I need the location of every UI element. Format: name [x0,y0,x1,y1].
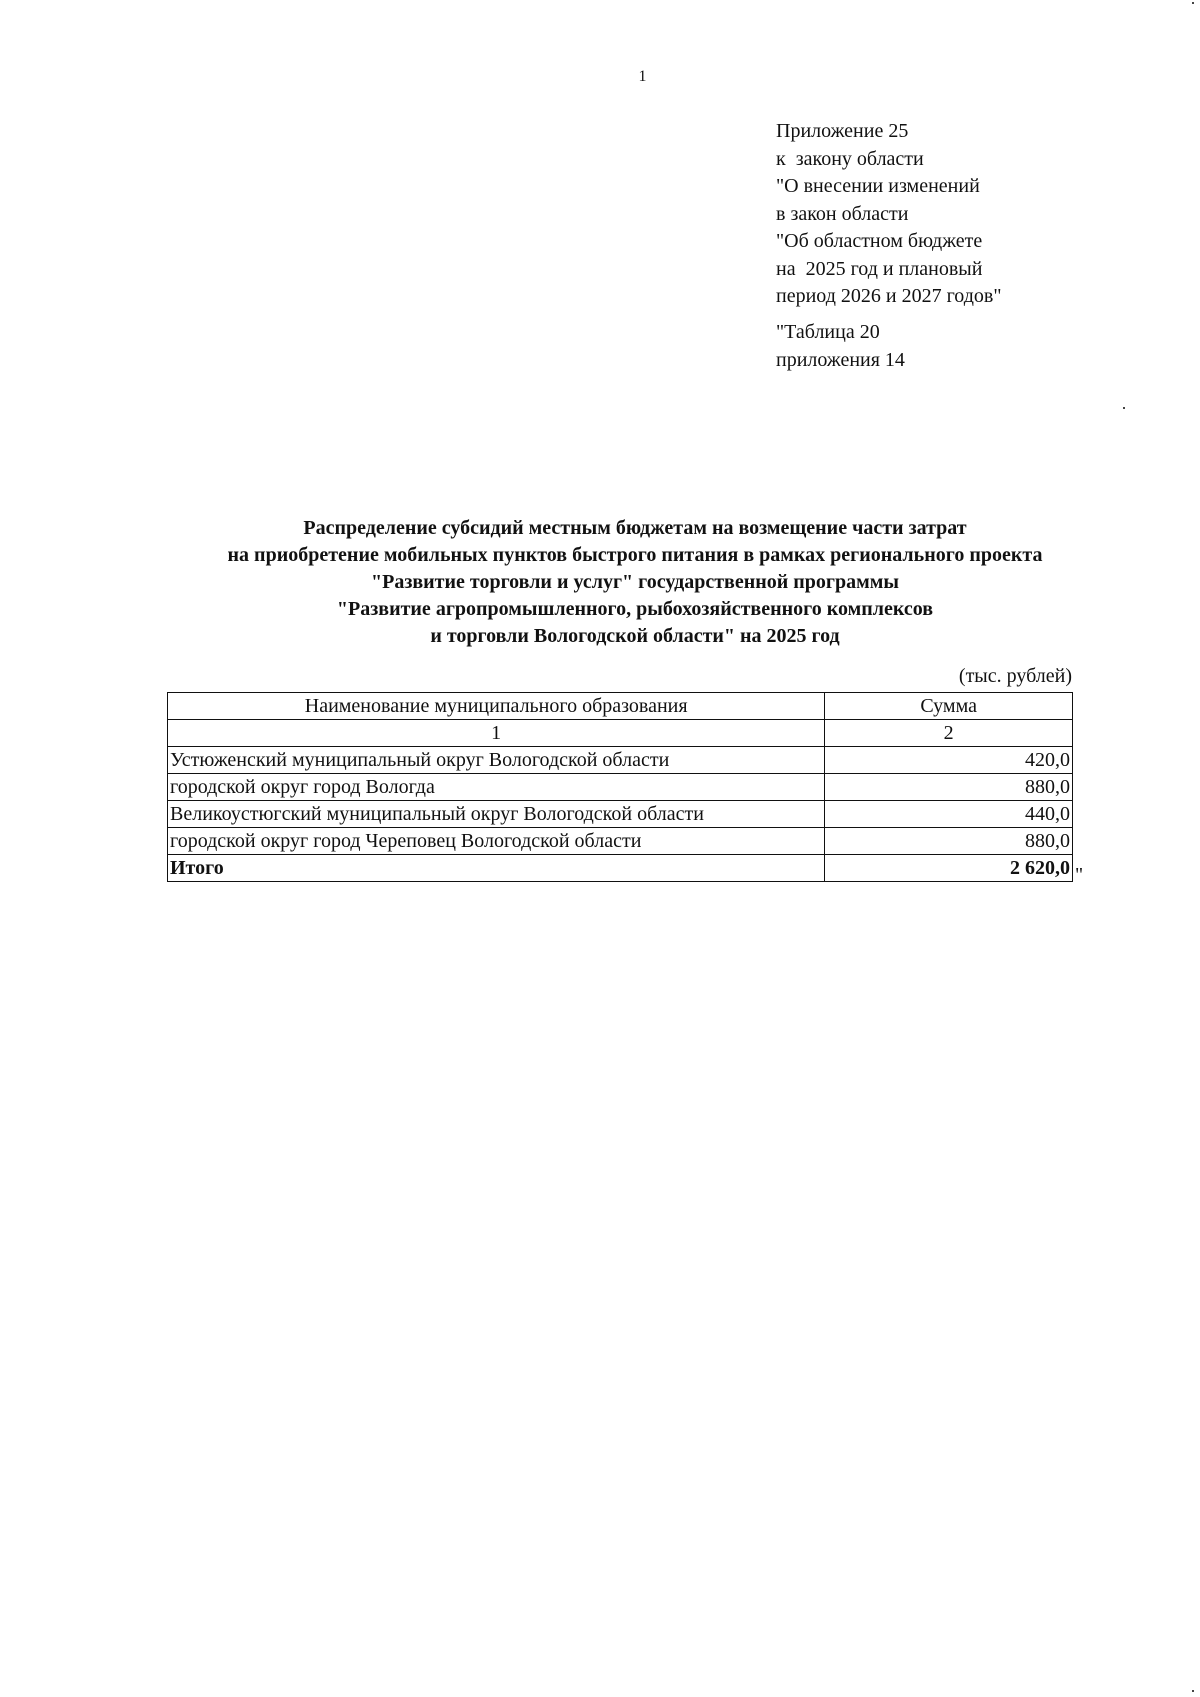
page-number: 1 [638,68,647,85]
title-line: "Развитие торговли и услуг" государственной программы [371,571,899,593]
amount: 880,0 [825,828,1073,855]
total-row [168,855,1073,882]
appendix-line: в закон области [776,202,909,225]
appendix-line: Приложение 25 [776,120,909,142]
appendix-line: "О внесении изменений [776,175,980,197]
header-name: Наименование муниципального образования [168,693,825,720]
title-line: и торговли Вологодской области" на 2025 год [430,625,840,647]
table-reference-line: "Таблица 20 [776,321,880,343]
appendix-line: "Об областном бюджете [776,230,983,252]
subsidy-table [167,692,1073,882]
table-row [168,828,1073,855]
closing-quote: " [1075,864,1084,886]
amount: 880,0 [825,774,1073,801]
table-row [168,747,1073,774]
column-number: 1 [168,720,825,747]
total-amount: 2 620,0 [825,855,1073,882]
title-line: "Развитие агропромышленного, рыбохозяйственного комплексов [336,598,934,620]
scan-mark [1123,407,1125,409]
total-label: Итого [168,855,825,882]
units-label: (тыс. рублей) [958,665,1072,687]
municipality-name: Великоустюгский муниципальный округ Вологодской области [168,801,825,828]
title-line: на приобретение мобильных пунктов быстрого питания в рамках регионального проекта [227,544,1043,566]
table-reference-line: приложения 14 [776,349,905,371]
table-header-row [168,693,1073,720]
appendix-line: к закону области [776,147,924,170]
appendix-reference [776,118,1176,311]
amount: 440,0 [825,801,1073,828]
title-line: Распределение субсидий местным бюджетам на возмещение части затрат [303,517,967,539]
scan-mark [1192,2,1194,4]
document-title [150,515,1120,650]
table-row [168,801,1073,828]
scan-mark [1192,1690,1194,1692]
municipality-name: Устюженский муниципальный округ Вологодской области [168,747,825,774]
table-reference [776,318,1076,374]
amount: 420,0 [825,747,1073,774]
header-sum: Сумма [825,693,1073,720]
municipality-name: городской округ город Вологда [168,774,825,801]
appendix-line: период 2026 и 2027 годов" [776,285,1002,307]
appendix-line: на 2025 год и плановый [776,257,983,280]
municipality-name: городской округ город Череповец Вологодской области [168,828,825,855]
column-number-row [168,720,1073,747]
table-row [168,774,1073,801]
column-number: 2 [825,720,1073,747]
